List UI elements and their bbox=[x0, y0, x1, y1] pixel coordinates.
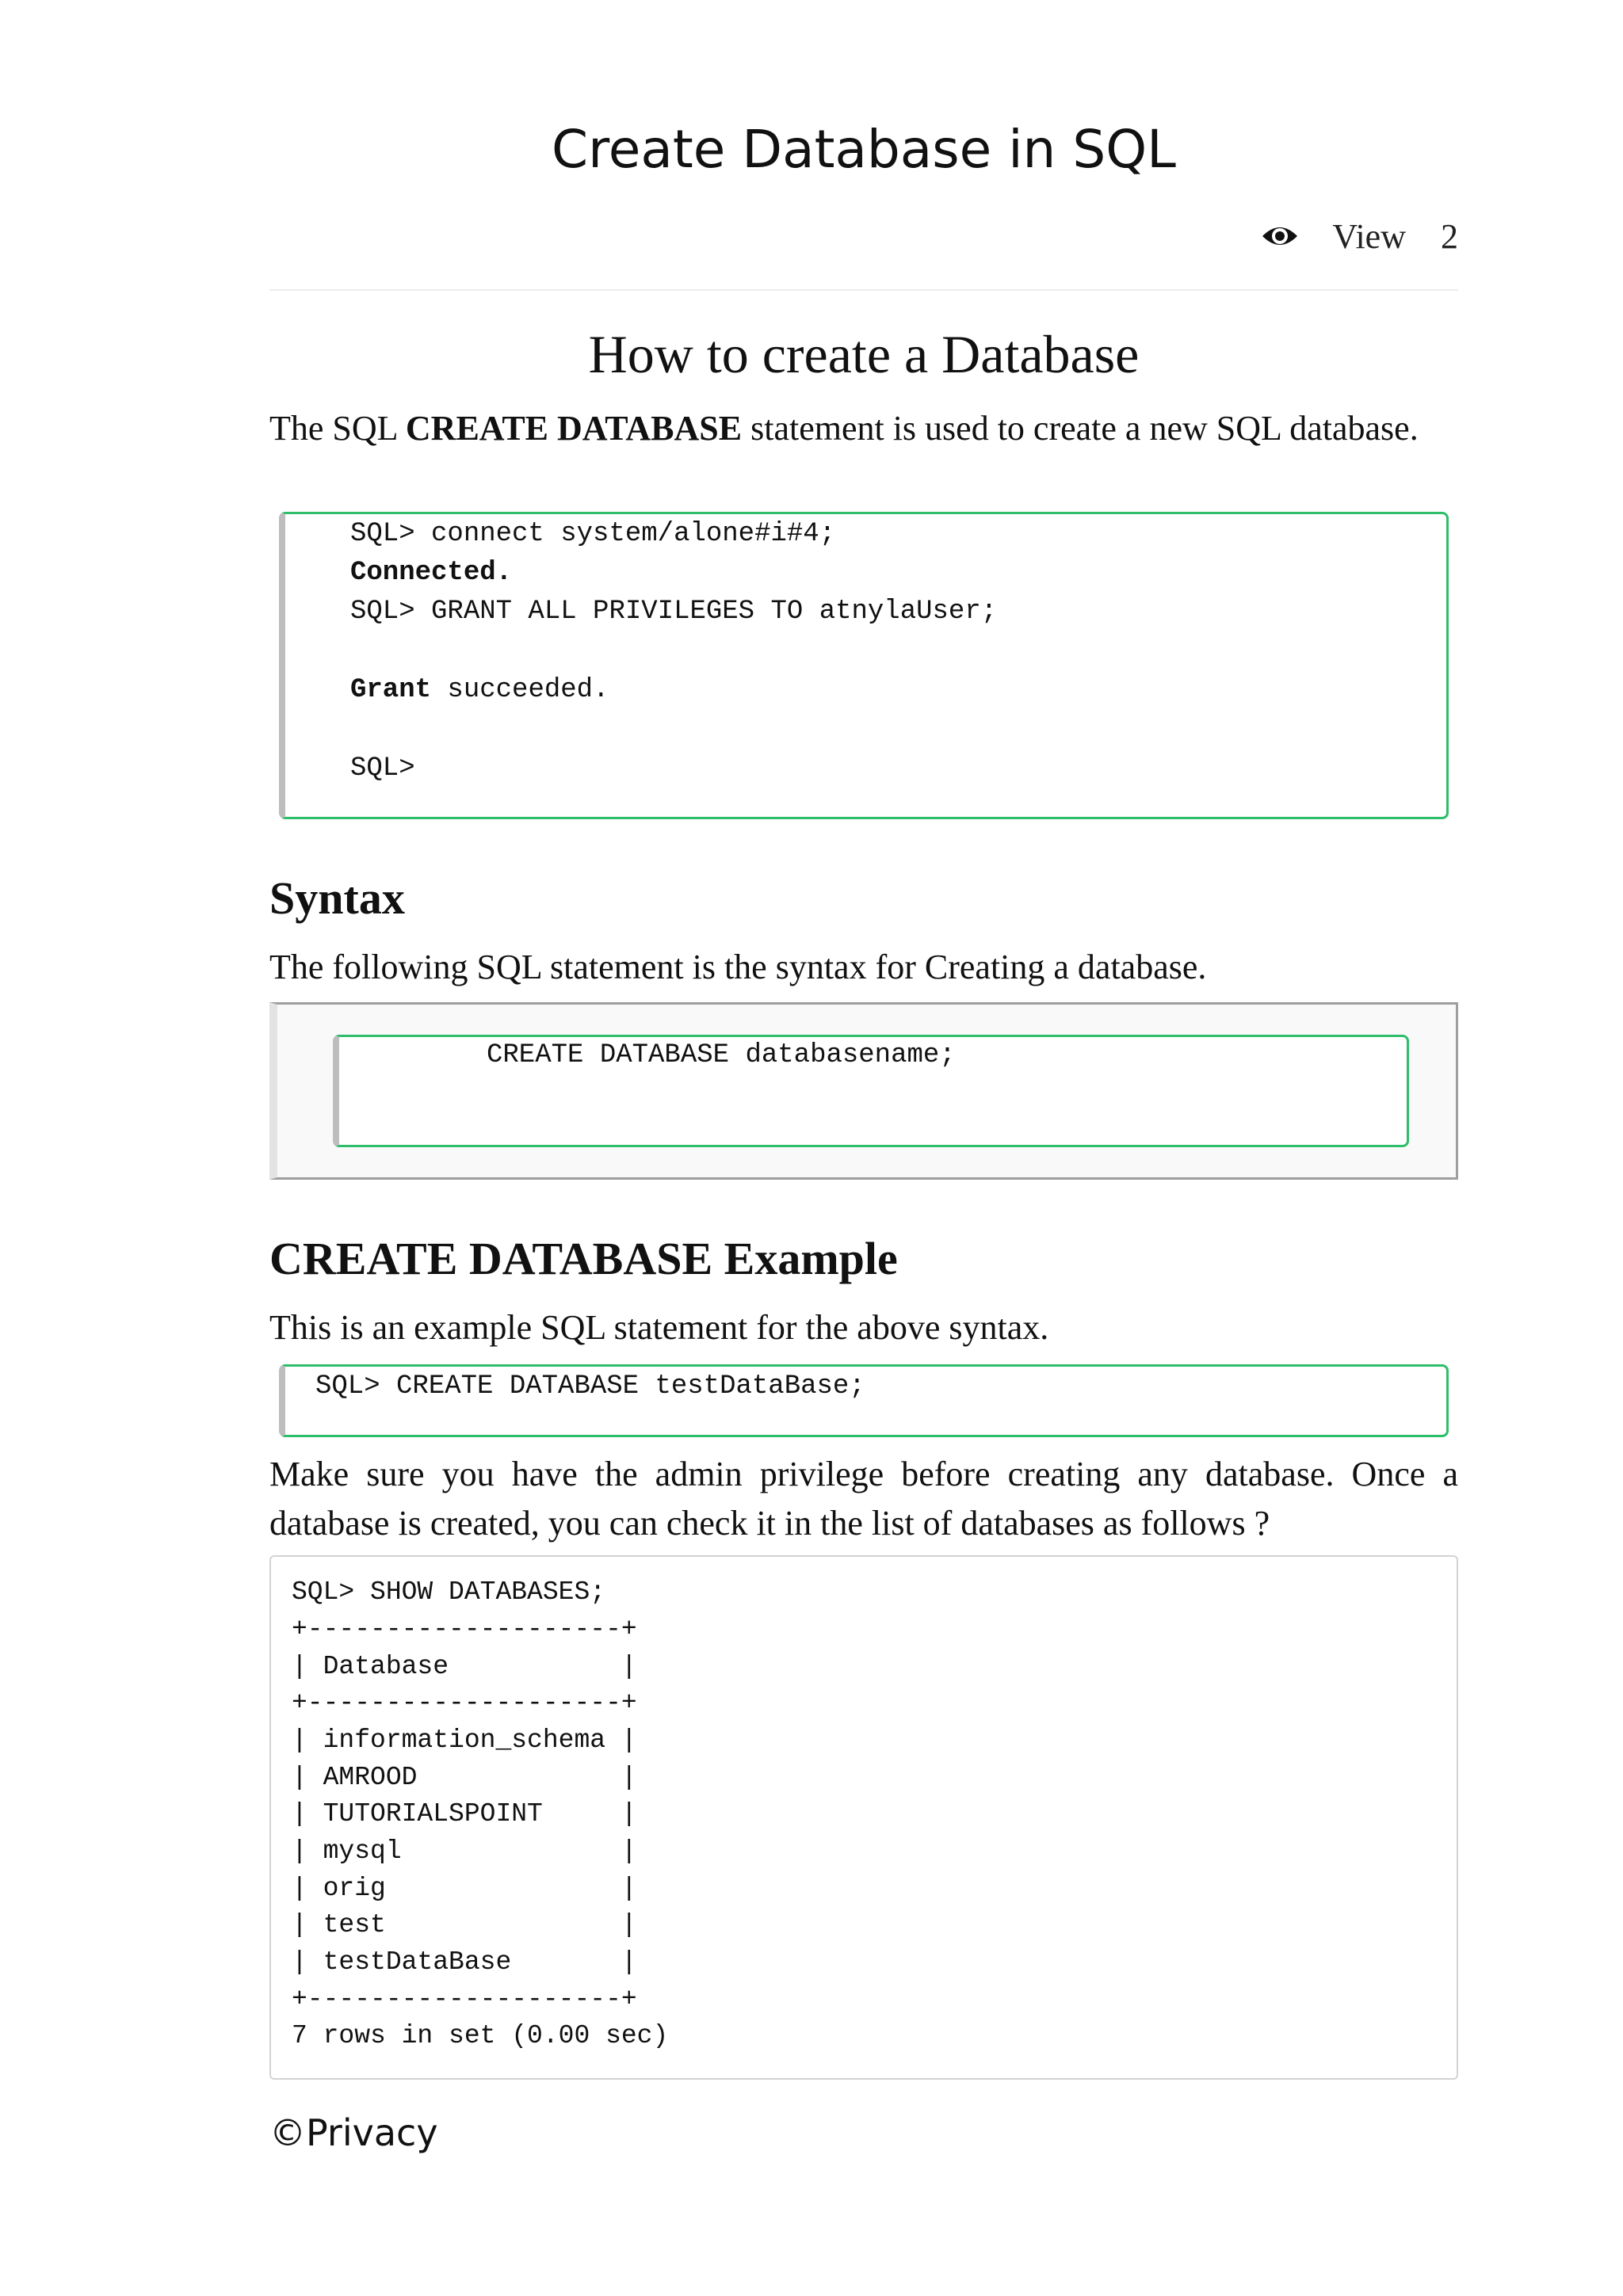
section-heading-create: How to create a Database bbox=[588, 324, 1140, 384]
syntax-heading: Syntax bbox=[269, 872, 405, 924]
view-label: View bbox=[1332, 216, 1406, 256]
code-line: SQL> GRANT ALL PRIVILEGES TO atnylaUser; bbox=[350, 597, 998, 627]
code-text: succeeded. bbox=[431, 675, 609, 705]
eye-icon bbox=[1261, 220, 1299, 252]
output-line: | TUTORIALSPOINT | bbox=[292, 1799, 637, 1829]
output-line: +--------------------+ bbox=[292, 1615, 637, 1644]
note-paragraph: Make sure you have the admin privilege before creating any database. Once a database is created, you can check it in the list of databases as follows ? bbox=[269, 1455, 1458, 1543]
code-line: Connected. bbox=[350, 558, 513, 588]
output-line: | mysql | bbox=[292, 1836, 637, 1866]
syntax-container bbox=[269, 1002, 1458, 1180]
show-databases-output bbox=[269, 1555, 1458, 2080]
output-line: +--------------------+ bbox=[292, 1688, 637, 1718]
code-line bbox=[350, 675, 609, 705]
code-line: SQL> bbox=[350, 753, 415, 784]
divider bbox=[269, 289, 1458, 291]
output-line: | test | bbox=[292, 1910, 637, 1939]
output-line: | testDataBase | bbox=[292, 1947, 637, 1977]
output-line: 7 rows in set (0.00 sec) bbox=[292, 2021, 669, 2050]
example-heading: CREATE DATABASE Example bbox=[269, 1233, 898, 1284]
output-line: | Database | bbox=[292, 1652, 637, 1681]
example-code-block bbox=[279, 1364, 1449, 1437]
intro-text-keyword: CREATE DATABASE bbox=[405, 409, 743, 448]
output-line: | information_schema | bbox=[292, 1726, 637, 1755]
output-line: | orig | bbox=[292, 1874, 637, 1903]
code-line: CREATE DATABASE databasename; bbox=[487, 1040, 956, 1070]
page-title: Create Database in SQL bbox=[552, 119, 1176, 180]
syntax-code-block bbox=[333, 1035, 1409, 1147]
console-code-block bbox=[279, 512, 1449, 819]
code-keyword: Grant bbox=[350, 675, 432, 705]
code-line: SQL> CREATE DATABASE testDataBase; bbox=[315, 1371, 865, 1402]
output-line: +--------------------+ bbox=[292, 1985, 637, 2014]
syntax-paragraph: The following SQL statement is the syntax for Creating a database. bbox=[269, 948, 1207, 986]
intro-paragraph bbox=[269, 404, 1458, 453]
example-paragraph: This is an example SQL statement for the above syntax. bbox=[269, 1308, 1049, 1347]
view-count: 2 bbox=[1441, 216, 1458, 256]
output-line: | AMROOD | bbox=[292, 1763, 637, 1792]
privacy-link[interactable]: ©Privacy bbox=[269, 2111, 438, 2154]
intro-text-start: The SQL bbox=[269, 409, 406, 448]
view-counter bbox=[1261, 212, 1458, 260]
code-line: SQL> connect system/alone#i#4; bbox=[350, 519, 836, 549]
output-line: SQL> SHOW DATABASES; bbox=[292, 1577, 606, 1607]
intro-text-end: statement is used to create a new SQL database. bbox=[742, 409, 1419, 448]
